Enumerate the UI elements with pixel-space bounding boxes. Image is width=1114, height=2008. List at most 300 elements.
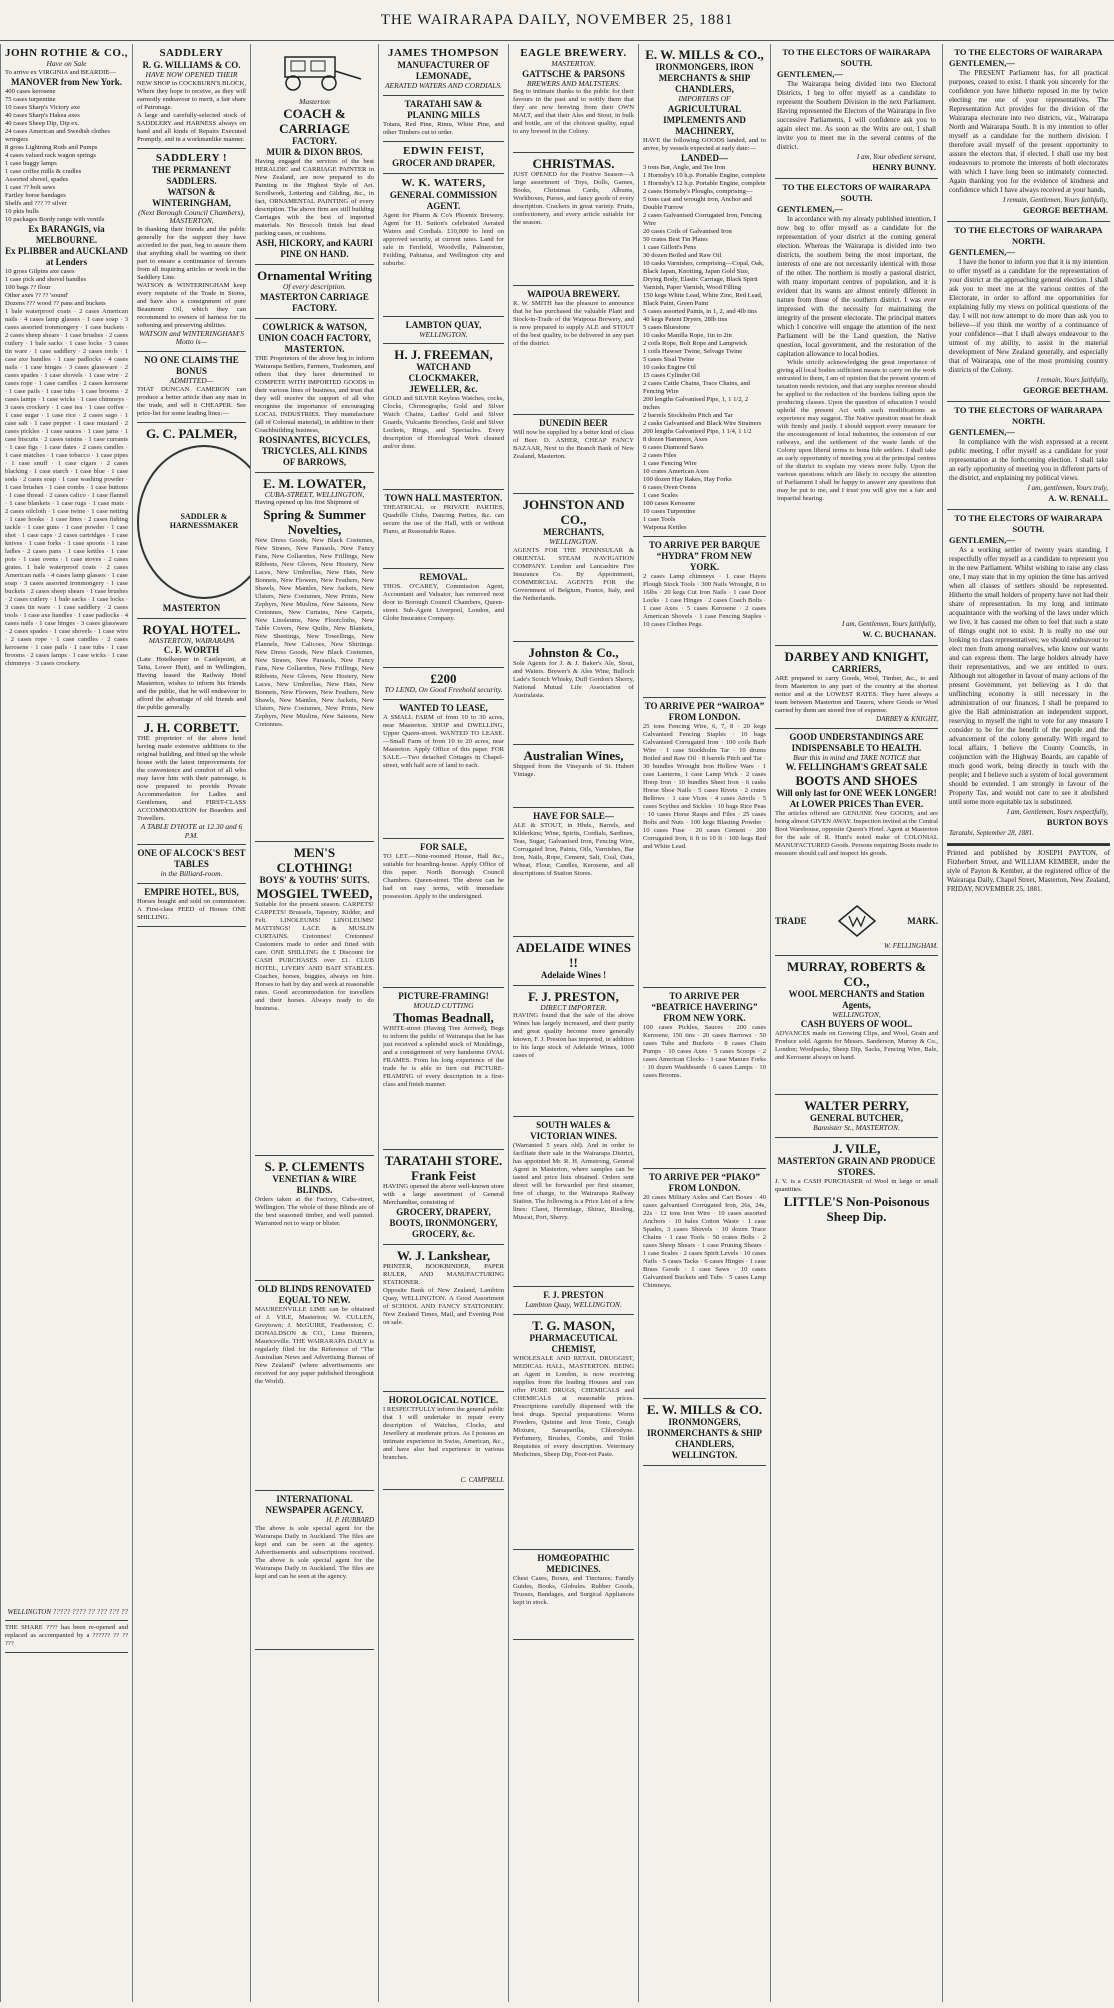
ad-title: W. K. WATERS, <box>401 176 486 189</box>
letter-close: I remain, Gentlemen, Yours faithfully, <box>1002 196 1108 204</box>
ad-head: LITTLE'S Non-Poisonous Sheep Dip. <box>783 1193 930 1224</box>
ad-signature: DARBEY & KNIGHT, <box>876 715 938 723</box>
letter-body: In accordance with my already published intention, I now beg to offer myself as a candidate for the representation of your district at the coming general election. Whereas the Wairarapa is divided into two districts, the southern being the most important, the interests of one are not necessarily identical with those of the other. The northern is mostly a pastoral district, with many important centres of population, and it is evident that its wants are almost entirely different in nature from those of the southern district. I was ever impressed with the necessity for maintaining the integrity of the present electorate. The principal matters which I conceive will engage the attention of the next Parliament will be the Land question, the Native question, local government, and the restoration of the capitation allowance to local bodies. <box>777 215 936 358</box>
trademark-icon <box>837 904 877 938</box>
ad-text: THAT DUNCAN CAMERON can produce a better article than any man in the trade, and sell it CHEAPER. See price-list for some leading lines:— <box>137 385 246 417</box>
filler-text: 100 cases Pickles, Sauces · 200 cases Kerosene, 150 tins · 20 cases Barrows · 50 cases Tubs and Buckets · 8 cases Chain Pumps · 10 cases Axes · 5 cases Scoops · 2 cases American Clocks · 1 case Manure Forks · 10 dozen Washboards · 6 cases Lamps · 10 cases Brooms. <box>643 1023 766 1079</box>
ad-address: (Next Borough Council Chambers), MASTERTON, <box>138 207 245 226</box>
letter-renall <box>947 402 1110 510</box>
list-item: 100 dozen Hay Rakes, Hay Forks <box>643 475 732 483</box>
letter-title: TO THE ELECTORS OF WAIRARAPA NORTH. <box>954 225 1103 246</box>
letter-body: The Wairarapa being divided into two Electoral Districts, I beg to offer myself as a candidate to represent the Southern Division in the next Parliament. Having represented the Electors of the Wairarapa in five successive Parliaments, I will confidence ask you to again elect me. As soon as the Writs are out, I shall invite you to meet me in the several centres of the district. <box>777 80 936 151</box>
list-item: 4 cases valued rack wagon springs <box>5 151 97 159</box>
filler-text: ALE & STOUT, in Hhds., Barrels, and Kilderkins; Wine, Spirits, Cordials, Sardines, Teas, Sugar, Galvanised Iron, Fencing Wire, Corrugated Iron, Paints, Oils, Varnishes, Bar Iron, Nails, Rope, Cement, Salt, Coal, Oats, Wheat, Flour, Candles, Kerosene, and all descriptions of Station Stores. <box>513 821 634 877</box>
ad-signature: W. FELLINGHAM. <box>884 942 938 951</box>
ad-title: SADDLERY ! <box>155 151 228 164</box>
ad-sub: MASTERTON GRAIN AND PRODUCE STORES. <box>777 1155 936 1177</box>
list-item: 100 bags ?? flour <box>5 283 51 291</box>
ad-title: TO ARRIVE PER “BEATRICE HAVERING” FROM NEW YORK. <box>651 990 758 1023</box>
ad-cowlrick <box>255 319 374 473</box>
ad-sub: Bear this in mind and TAKE NOTICE that <box>793 752 920 762</box>
ad-text: ASH, HICKORY, and KAURI PINE ON HAND. <box>255 238 374 260</box>
ad-title: EMPIRE HOTEL, BUS, <box>144 886 239 897</box>
ad-signature: WELLINGTON ????? ???? ?? ??? ??? ?? <box>7 1607 128 1616</box>
list-item: 2 cases Cattle Chains, Trace Chains, and Fencing Wire <box>643 379 750 395</box>
ad-sub: PRINTER, BOOKBINDER, PAPER RULER, AND MANUFACTURING STATIONER. <box>383 1263 504 1287</box>
ad-title: JOHN ROTHIE & CO., <box>5 47 128 59</box>
letter-salutation: GENTLEMEN,— <box>949 427 1015 437</box>
ad-firm: COWLRICK & WATSON, <box>262 321 367 332</box>
ad-adelaide-wines <box>513 937 634 986</box>
mark-label: MARK. <box>907 915 938 926</box>
oval-emblem <box>137 445 250 599</box>
filler-text: Shipped from the Vineyards of St. Hubert Vintage. <box>513 762 634 778</box>
ad-lend <box>383 668 504 700</box>
list-item: 75 cases turpentine <box>5 95 56 103</box>
letter-close: I remain, Yours faithfully, <box>1036 376 1108 384</box>
ad-title: S. P. CLEMENTS <box>264 1159 365 1175</box>
ad-title: F. J. PRESTON, <box>528 988 619 1004</box>
ad-title: REMOVAL. <box>419 572 468 583</box>
list-item: Dozens ??? wood ?? pans and buckets <box>5 299 106 307</box>
ad-title: G. C. PALMER, <box>145 425 238 441</box>
ad-title: F. J. PRESTON <box>543 1290 604 1301</box>
ad-place: Lambton Quay, WELLINGTON. <box>525 1300 622 1310</box>
ad-arrive-hydra <box>643 537 766 698</box>
ad-removal <box>383 569 504 668</box>
ad-rothie <box>5 44 128 1621</box>
letter-signature: HENRY BUNNY. <box>872 162 936 172</box>
filler-text: The articles offered are GENUINE New GOODS, and are being almost GIVEN AWAY. Inspection invited at the Central Boot Warehouse, opposite Queen's Hotel. Agent at Masterton for the sale of R. Hunt's noted make of COLONIAL MANUFACTURED Goods. Persons requiring Boots made to measure should call and inspect his goods. <box>775 810 938 858</box>
ad-eagle-brewery <box>513 44 634 153</box>
ad-wanted-lease <box>383 700 504 839</box>
ad-title: E. M. LOWATER, <box>263 475 366 491</box>
ad-notice <box>5 1621 128 1653</box>
list-item: 1 case Tools <box>643 515 676 523</box>
ad-sub: MANUFACTURER OF LEMONADE, <box>397 60 490 81</box>
ad-place: Bannister St., MASTERTON. <box>813 1123 900 1133</box>
list-item: 100 cases Kerosene <box>643 499 695 507</box>
ad-text: (Late Hotelkeeper in Castlepoint, at Taita, Lower Hutt), and in Wellington, Having leased the Railway Hotel Masterton, wishes to inform his friends and the public, that he will endeavour to afford the advantage of old friends and the public generally. <box>137 656 246 712</box>
list-item: 10 cases Turpentine <box>643 507 696 515</box>
letter-salutation: GENTLEMEN,— <box>949 535 1015 545</box>
ad-title: EAGLE BREWERY. <box>520 47 627 59</box>
ad-title: H. J. FREEMAN, <box>394 347 493 363</box>
filler-text: 25 tons Fencing Wire, 6, 7, 8 · 20 kegs Galvanised Fencing Staples · 10 bags Galvanised Corrugated Iron · 100 coils Barb Wire · 1 case Stockholm Tar · 10 drums Boiled and Raw Oil · 8 barrels Pitch and Tar · 30 bundles Wrought Iron Hollow Ware · 1 case Lanterns, 1 case Lamp Wick · 2 cases Hoop Iron · 10 bundles Sheet Iron · 6 casks Horse Shoe Nails · 5 cases Rivets · 2 crates Bellows · 1 case Vices · 4 cases Anvils · 5 cases Scythes and Sickles · 10 bags Rice Peas · 10 cases Horse Rasps and Files · 25 cases Bolts and Nuts · 100 kegs Blasting Powder · 10 cases Fuse · 20 cases Cement · 200 Corrugated Iron, 6 ft to 10 ft · 100 kegs Red and White Lead. <box>643 722 766 850</box>
ad-name: C. F. WORTH <box>163 645 220 656</box>
ad-signature: C. CAMPBELL <box>460 1476 504 1485</box>
ad-list: ROSINANTES, BICYCLES, TRICYCLES, ALL KINDS OF BARROWS, <box>258 434 371 467</box>
filler-text: 2 cases Lamp chimneys · 1 case Hayes Plough Stock Tools · 300 Nails Wrought, 8 to 16lbs · 20 kegs Cut Iron Nails · 1 case Door Locks · 1 case Hinges · 2 cases Coach Bolts · 1 case Axes · 5 cases Kerosene · 2 cases American Shovels · 1 case Fencing Staples · 10 cases Clothes Pegs. <box>643 572 766 628</box>
ad-title: E. W. MILLS & CO., <box>645 47 764 62</box>
list-item: 10 casks Engine Oil <box>643 363 696 371</box>
filler-text: Orders taken at the Factory, Cuba-street, Wellington. The whole of these Blinds are of the best seasoned timber, and well painted. Warranted not to warp or blister. <box>255 1196 374 1228</box>
column-6 <box>638 44 770 2002</box>
ad-sub: FACTORY. <box>292 136 337 147</box>
list-item: Shelfs and ??? ?? silver <box>5 199 67 207</box>
letter-signature: GEORGE BEETHAM. <box>1022 385 1108 395</box>
filler-text: Sole Agents for J. & J. Baker's Ale, Stout, and Waters. Brewer's & Ales Wine, Bulloch Lade's Scotch Whisky, Duff Gordon's Sherry, National Mutual Life Association of Australasia. <box>513 659 634 699</box>
masthead: THE WAIRARAPA DAILY, NOVEMBER 25, 1881 <box>0 0 1114 41</box>
ad-title: J. H. CORBETT. <box>143 720 240 736</box>
list-item: 1 case ?? bolt saws <box>5 183 56 191</box>
list-item: 40 cases Sheep Dip, Dip ex. <box>5 119 80 127</box>
ad-mills-footer <box>643 1399 766 1466</box>
ad-name: Frank Feist <box>411 1168 476 1184</box>
ad-taratahi-store <box>383 1150 504 1245</box>
ad-victorian-wines <box>513 1117 634 1287</box>
ad-title: GOOD UNDERSTANDINGS ARE INDISPENSABLE TO HEALTH. <box>789 731 924 753</box>
list-item: 10 cases Sharp's Victory axe <box>5 103 81 111</box>
ad-place: MASTERTON <box>162 602 221 613</box>
ad-title: DUNEDIN BEER <box>539 418 608 429</box>
ad-tag: CASH BUYERS OF WOOL. <box>800 1019 913 1030</box>
letter-close: I am, Your obedient servant, <box>856 153 936 161</box>
ad-palmer <box>137 423 246 619</box>
ad-newspaper-agency <box>255 1491 374 1650</box>
filler-text: HAVING found that the sale of the above Wines has largely increased, and their purity and great quality become more generally known, F. J. Preston has imported, in addition to his large stock of Adelaide Wines, 1000 cases of <box>513 1012 634 1060</box>
ad-title: MURRAY, ROBERTS & CO., <box>786 958 927 989</box>
filler-text: 1 bale waterproof coats · 2 cases American nails · 4 cases lamp glasses · 1 case soap · 3 cases assorted ironmongery · 1 case buckets · 2 cases sheep shears · 1 case brushes · 2 cases cutlery · 1 bale sacks · 1 case locks · 3 cases tin ware · 1 case saddlery · 2 cases tools · 1 case axe handles · 1 case padlocks · 4 cases nails · 1 case hinges · 3 cases glassware · 2 cases spades · 1 case shovels · 1 case wire · 2 cases rope · 1 case candles · 2 cases kerosene · 1 case pails · 1 case tubs · 1 case brooms · 2 cases lamps · 1 case wicks · 1 case chimneys · 3 cases crockery · 1 case tea · 1 case coffee · 1 case sugar · 1 case rice · 2 cases sago · 1 case salt · 1 case pepper · 1 case mustard · 2 cases pickles · 1 case sauces · 1 case jams · 1 case biscuits · 2 cases raisins · 1 case currants · 1 case figs · 1 case dates · 2 cases candles · 1 case matches · 1 case tobacco · 1 case pipes · 1 case snuff · 1 case cigars · 2 cases blacking · 1 case starch · 1 case blue · 1 case soda · 2 cases soap · 1 case washing powder · 1 case brushes · 1 case combs · 1 case buttons · 1 case thread · 2 cases calico · 1 case flannel · 1 case blankets · 1 case rugs · 1 case mats · 2 cases oilcloth · 1 case twine · 1 case netting · 1 case hooks · 1 case lines · 2 cases fishing tackle · 1 case guns · 1 case powder · 1 case shot · 1 case caps · 2 cases cartridges · 1 case knives · 1 case forks · 1 case spoons · 1 case ladles · 2 cases pans · 1 case kettles · 1 case pots · 1 case ovens · 1 case stoves · 2 cases grates. 1 bale waterproof coats · 2 cases American nails · 4 cases lamp glasses · 1 case soap · 3 cases assorted ironmongery · 1 case buckets · 2 cases sheep shears · 1 case brushes · 2 cases cutlery · 1 bale sacks · 1 case locks · 3 cases tin ware · 1 case saddlery · 2 cases tools · 1 case axe handles · 1 case padlocks · 4 cases nails · 1 case hinges · 3 cases glassware · 2 cases spades · 1 case shovels · 1 case wire · 2 cases rope · 1 case candles · 2 cases kerosene · 1 case pails · 1 case tubs · 1 case brooms · 2 cases lamps · 1 case wicks · 1 case chimneys · 3 cases crockery. <box>5 307 128 667</box>
ad-lankshear <box>383 1245 504 1392</box>
ad-williams <box>137 44 246 149</box>
ad-title: JAMES THOMPSON <box>387 47 499 59</box>
letter-boys <box>947 510 1110 844</box>
filler-text: While strictly acknowledging the great importance of giving all local bodies sufficient means to carry on the work entrusted to them, I am of opinion that the present system of taxation needs revision, and that any surplus revenue should be applied to the reduction of the burdens falling upon the producing classes. Upon the question of education I would uphold the present Act with such modifications as experience may suggest. The Native question must be dealt with firmly and justly. I should support every measure for the encouragement of local industries, the extension of our railways, and the settlement of the waste lands of the Colony upon liberal terms to bona fide settlers. I shall take an early opportunity of meeting you at the principal centres of the district to explain my views more fully. Upon the various questions which are likely to occupy the attention of Parliament I shall be happy to answer any questions that may be put to me, and I trust you will give me a fair and impartial hearing. <box>777 359 936 502</box>
letter-beetham-1 <box>947 44 1110 222</box>
ad-brand: MOSGIEL TWEED, <box>256 886 373 902</box>
ad-sub: WOOL MERCHANTS and Station Agents, <box>788 988 925 1010</box>
filler-text: THEATRICAL or PRIVATE PARTIES, Quadrille Clubs, Dancing Parties, &c. can secure the use of the Hall, with or without Piano, at Reasonable Rates. <box>383 504 504 536</box>
ad-name: WATSON & WINTERINGHAM, <box>152 186 231 208</box>
ad-list: GROCERY, DRAPERY, BOOTS, IRONMONGERY, GROCERY, &c. <box>389 1207 498 1240</box>
filler-text: WHOLESALE AND RETAIL DRUGGIST, MEDICAL HALL, MASTERTON. BEING an Agent in London, is now receiving supplies from the leading Houses and can offer PURE DRUGS, CHEMICALS and CHEMICALS at reasonable prices. Prescriptions carefully dispensed with the best drugs. Special preparations: Worm Powders, Quinine and Iron Tonic, Cough Mixture, Sarsaparilla, Chlorodyne. Perfumery, Brushes, Combs, and Toilet Requisites of every description. Veterinary Medicines, Sheep Dip, Foot-rot Paste. <box>513 1354 634 1458</box>
ad-title: CHRISTMAS. <box>532 156 615 172</box>
ad-christmas <box>513 153 634 286</box>
ad-sub: HAVE NOW OPENED THEIR <box>145 70 238 79</box>
ad-empire <box>137 884 246 927</box>
ad-title: TO ARRIVE PER BARQUE “HYDRA” FROM NEW YORK. <box>648 539 761 572</box>
list-item: 10 casks Manilla Rope, 1in to 2in <box>643 331 732 339</box>
ad-sub: Of every description. <box>282 282 347 292</box>
list-item: 400 cases kerosene <box>5 87 56 95</box>
list-item: 24 cases American and Swedish clothes wringers <box>5 127 110 143</box>
ad-sub: MERCHANTS, <box>543 527 604 538</box>
ad-line: To arrive ex VIRGINIA and BEARDIE— <box>5 68 116 76</box>
list-item: 5 tons cast and wrought iron, Anchor and Double Furrow <box>643 195 752 211</box>
ad-title: TARATAHI SAW & PLANING MILLS <box>404 98 483 120</box>
trademark-row <box>775 900 938 942</box>
list-item: 2 cases Hornsby's Ploughs, comprising— <box>643 187 753 195</box>
letter-close: I am, Gentlemen, Yours faithfully, <box>841 620 936 628</box>
letter-signature: A. W. RENALL. <box>1048 493 1108 503</box>
ad-royal-hotel <box>137 619 246 718</box>
ad-title: SADDLERY <box>159 47 224 59</box>
list-item: 8 gross Lightning Rods and Pumps <box>5 143 98 151</box>
ad-text: AERATED WATERS AND CORDIALS. <box>384 81 503 90</box>
column-3 <box>250 44 378 2002</box>
ad-sub: in the Billiard-room. <box>160 869 223 879</box>
ad-place: CUBA-STREET, WELLINGTON, <box>264 489 365 499</box>
ad-title: E. W. MILLS & CO. <box>646 1401 763 1417</box>
letter-title: TO THE ELECTORS OF WAIRARAPA NORTH. <box>954 405 1103 426</box>
ad-sub: LANDED— <box>680 152 728 163</box>
ad-title: SOUTH WALES & VICTORIAN WINES. <box>530 1120 617 1142</box>
ad-preston <box>513 986 634 1118</box>
ad-firm: R. G. WILLIAMS & CO. <box>142 60 241 70</box>
item-list <box>643 164 766 532</box>
ad-title: HOMŒOPATHIC MEDICINES. <box>537 1552 610 1574</box>
list-item: 2 coils Rope, Bolt Rope and Lampwick <box>643 339 748 347</box>
list-item: 2 barrels Stockholm Pitch and Tar <box>643 411 733 419</box>
ad-sub: GENERAL COMMISSION AGENT. <box>389 189 498 211</box>
list-item: 40 kegs Patent Dryers, 28lb tins <box>643 315 728 323</box>
ad-sub: GENERAL BUTCHER, <box>809 1113 904 1124</box>
ad-sub: IRONMONGERS, IRON MERCHANTS & SHIP CHANDLERS, <box>655 62 754 94</box>
ad-text: THE Proprietors of the above beg to inform Wairarapa Settlers, Farmers, Tradesmen, and others that they have determined to COMPETE WITH IMPORTED GOODS in their various lines of business, and trust that they will receive the support of all who recognise the importance of encouraging LOCAL INDUSTRIES. They manufacture (all of Colonial material), in addition to their Coachbuilding business, <box>255 354 374 434</box>
list-item: 200 lengths Galvanised Pipe, 1 1/4, 1 1/2 <box>643 427 752 435</box>
ad-horological <box>383 1392 504 1490</box>
column-1 <box>0 44 132 2002</box>
ad-arrive-beatrice <box>643 988 766 1169</box>
printer-imprint: Printed and published by JOSEPH PAYTON, of Fitzherbert Street, and WILLIAM KEMBER, under the style of Payton & Kember, at the registered office of the Wairarapa Daily, Chapel Street, Masterton, New Zealand, FRIDAY, NOVEMBER 25, 1881. <box>947 844 1110 894</box>
column-8 <box>942 44 1114 2002</box>
ad-place: MASTERTON, WAIRARAPA <box>148 635 235 645</box>
ad-sub: MOULD CUTTING <box>413 1000 474 1010</box>
list-item: 5 cases assorted Paints, in 1, 2, and 4lb tins <box>643 307 757 315</box>
ad-text: In thanking their friends and the public generally for the support they have accorded to the past, beg to assure them that anything shall be wanting on their part to ensure a continuance of favours from all inquiring articles or work in the Saddlery Line. <box>137 225 246 281</box>
ad-tag: IMPORTERS OF <box>678 94 731 103</box>
ad-sub: WATCH AND CLOCKMAKER, JEWELLER, &c. <box>408 362 479 395</box>
ad-feist <box>383 142 504 174</box>
item-list <box>5 268 128 308</box>
ad-text: Horses bought and sold on commission. A First-class FEED of Horses ONE SHILLING. <box>137 897 246 921</box>
ad-text: HAVE the following GOODS landed, and to arrive, by vessels expected at early date:— <box>643 136 766 152</box>
filler-text: The above is sole special agent for the Wairarapa Daily in Auckland. The files are kept and can be seen at the agency. Advertisements and subscriptions received. The above is sole special agent for the Wairarapa Daily in Auckland. The files are kept and can be seen at the agency. <box>255 1524 374 1580</box>
ad-text: Having engaged the services of the best HERALDIC and CARRIAGE PAINTER in New Zealand, are now prepared to do Painting in the Highest Style of Art. Scrollwork, Lettering and Gilding, &c., in fact, ORNAMENTAL PAINTING of every description. The above firm are still building Carriages with the best of imported materials. No Broccoli finish but dead packing cases, or cushions. <box>255 158 374 238</box>
letter-buchanan <box>775 179 938 646</box>
filler-text: Will now be supplied by a better kind of class of Beer. D. ASHER, CHEAP FANCY BAZAAR, Next to the Branch Bank of New Zealand, Masterton. <box>513 429 634 461</box>
emblem-text: SADDLER & HARNESSMAKER <box>169 511 239 530</box>
ad-mills <box>643 44 766 537</box>
list-item: Fartley horse bandages <box>5 191 66 199</box>
filler-text: WHITE-street (Having Tree Arrived), Begs to inform the public of Wairarapa that he has just received a splendid stock of Mouldings, and a consignment of very handsome OVAL FRAMES. From his long experience of the trade he is able to turn out PICTURE-FRAMING of every description in a first-class and finish manner. <box>383 1025 504 1089</box>
ad-title: TOWN HALL MASTERTON. <box>384 493 503 504</box>
ad-clothing <box>255 842 374 1156</box>
letter-title: TO THE ELECTORS OF WAIRARAPA <box>954 47 1103 57</box>
ad-sub: IRONMONGERS, IRONMERCHANTS & SHIP CHANDLERS, WELLINGTON. <box>646 1416 762 1460</box>
list-item: 10 crates American Axes <box>643 467 709 475</box>
letter-signature: W. C. BUCHANAN. <box>862 629 936 639</box>
ad-motto: WATSON and WINTERINGHAM'S Motto is— <box>139 328 244 347</box>
ad-head: BOOTS AND SHOES <box>795 773 918 789</box>
letter-salutation: GENTLEMEN,— <box>777 204 843 214</box>
ad-title: WALTER PERRY, <box>804 1098 909 1114</box>
ad-place: WELLINGTON. <box>549 537 598 547</box>
list-item: 10 packages Bordy range with ventils <box>5 215 105 223</box>
column-7 <box>770 44 942 2002</box>
ad-text: Having opened up his first Shipment of <box>255 499 360 507</box>
column-4 <box>378 44 508 2002</box>
ad-old-blinds <box>255 1281 374 1491</box>
letter-beetham-2 <box>947 222 1110 402</box>
ad-muir-dixon <box>255 44 374 265</box>
ad-johnston <box>513 494 634 642</box>
ad-name: MASTERTON CARRIAGE FACTORY. <box>260 291 369 313</box>
ad-alcock <box>137 845 246 884</box>
list-item: 15 cases Cylinder Oil <box>643 371 700 379</box>
filler-text: Beg to intimate thanks to the public for their favours in the past and to notify them that they are now brewing from their OWN MALT, and that their Ales and Stout, in bulk and bottle, are of the choicest quality, equal to any brewed in the Colony. <box>513 88 634 136</box>
ad-head: AGRICULTURAL IMPLEMENTS AND MACHINERY, <box>663 103 746 136</box>
ad-firm: GATTSCHE & PARSONS <box>522 68 625 79</box>
ad-for-sale <box>383 839 504 988</box>
letter-title: TO THE ELECTORS OF WAIRARAPA SOUTH. <box>782 47 931 68</box>
ad-text: BREWERS AND MALTSTERS. <box>526 78 621 88</box>
ad-picture-framing <box>383 988 504 1151</box>
list-item: 1 case buggy lamps <box>5 159 57 167</box>
list-item: 1 Hornsby's 12 h.p. Portable Engine, complete <box>643 179 766 187</box>
filler-text: Chest Cases, Boxes, and Tinctures; Family Guides, Books, Globules. Rubber Goods, Trusses, Bandages, and Surgical Appliances kept in stock. <box>513 1574 634 1606</box>
ad-title: DARBEY AND KNIGHT, <box>784 649 929 664</box>
ad-sub: ADMITTED— <box>169 375 214 385</box>
ad-tag: J. V. is a CASH PURCHASER of Wool in large or small quantities. <box>775 1177 938 1193</box>
ad-title: COACH & CARRIAGE <box>279 106 350 137</box>
ad-title: Australian Wines, <box>523 747 624 763</box>
letter-title: TO THE ELECTORS OF WAIRARAPA SOUTH. <box>782 182 931 203</box>
ad-title: J. VILE, <box>832 1140 881 1156</box>
ad-thompson <box>383 44 504 96</box>
letter-date: Taratahi, September 28, 1881. <box>949 829 1034 837</box>
list-item: 3 tons Bar, Angle, and Tee Iron <box>643 163 726 171</box>
ad-freeman <box>383 344 504 490</box>
ad-waipoua-brewery <box>513 286 634 415</box>
list-item: 40 cases Sharp's Hakea axes <box>5 111 80 119</box>
shipment-head: Ex PLIBBER and AUCKLAND at Lenders <box>5 245 128 267</box>
list-item: Assorted shovel, spades <box>5 175 69 183</box>
ad-sub: CARRIERS, <box>831 664 882 674</box>
ad-title: INTERNATIONAL NEWSPAPER AGENCY. <box>265 1494 364 1516</box>
ad-taratahi-mills <box>383 96 504 142</box>
ad-arrive-wairoa <box>643 698 766 988</box>
ad-sub: Have on Sale <box>46 59 87 68</box>
list-item: 10 casks Varnishes, comprising—Copal, Oak, Black Japan, Knotting, Japan Gold Size, Drying Body, Elastic Carriage, Black Spirit Varnish, Paper Varnish, Wood Filling <box>643 259 764 291</box>
filler-text: THOS. O'CAREY, Commission Agent, Accountant and Valuator, has removed next door to Borough Council Chambers, Queen-street. Sub-Agent Liverpool, London, and Globe Insurance Company. <box>383 583 504 623</box>
list-item: 1 case pick and shovel handles <box>5 275 87 283</box>
letter-salutation: GENTLEMEN,— <box>777 69 843 79</box>
ad-preston-2 <box>513 1287 634 1315</box>
ad-australian-wines <box>513 745 634 808</box>
ad-title: HOROLOGICAL NOTICE. <box>388 1395 499 1406</box>
ad-text: ARE prepared to carry Goods, Wool, Timber, &c., to and from Masterton to any part of the country at the shortest notice and at the LOWEST RATES. They have always a team between Masterton and Taueru, where Goods or Wool carried by them are stored free of expense. <box>775 675 938 714</box>
ad-title: UNION COACH FACTORY, MASTERTON. <box>258 332 371 354</box>
ad-title: MEN'S CLOTHING! <box>276 845 353 876</box>
list-item: Other axes ?? ?? 'sound' <box>5 291 69 299</box>
ad-title: ADELAIDE WINES !! <box>516 939 631 970</box>
ad-title: WANTED TO LEASE, <box>399 702 488 713</box>
list-item: 20 cases Coils of Galvanised Iron <box>643 227 732 235</box>
ad-title: PICTURE-FRAMING! <box>398 990 489 1001</box>
filler-text: 20 cases Military Axles and Cart Boxes · 40 cases galvanised Corrugated Iron, 26s, 24s, 22s · 12 tons Iron Wire · 10 cases assorted Anchors · 10 bales Cotton Waste · 1 case Spades, 3 cases Shovels · 10 dozen Trace Chains · 1 case Tools · 50 crates Bolts · 2 cases Sheep Shears · 1 case Pruning Shears · 1 case Scales · 2 cases Spirit Levels · 10 cases Nails · 5 cases Tacks · 6 cases Hinges · 1 case Brass Goods · 1 case Saws · 10 cases Galvanised Buckets and Tubs · 5 cases Lamp Chimneys. <box>643 1193 766 1289</box>
ad-mason <box>513 1315 634 1550</box>
list-item: 1 case Gillott's Pens <box>643 243 697 251</box>
ad-title: FOR SALE, <box>419 841 467 852</box>
filler-text: Agent for Pharm & Co's Phoenix Brewery. Agent for H. Sutton's celebrated Aerated Waters and Cordials. £10,000 to lend on approved security, at current rates. Land for sale in Fenfield, Woodville, Palmerston, Feilding, Pahiatua, and Wellington city and suburbs. <box>383 211 504 267</box>
ad-town-hall <box>383 490 504 569</box>
letter-signature: GEORGE BEETHAM. <box>1022 205 1108 215</box>
ad-homoeopathic <box>513 1550 634 1640</box>
filler-text: TO LET.—Nine-roomed House, Hall &c., suitable for boarding-house. Apply Office of this paper. North Borough Council Chambers. Queen-street. The above can be had on easy terms, with immediate possession. Apply to the undersigned. <box>383 852 504 900</box>
ad-text: TO LEND, On Good Freehold security. <box>384 685 503 695</box>
ad-title: Johnston & Co., <box>528 644 619 660</box>
ad-waters <box>383 174 504 317</box>
ad-title: EDWIN FEIST, <box>403 144 484 157</box>
list-item: 1 case Fencing Wire <box>643 459 697 467</box>
ad-line: MANOVER from New York. <box>11 76 122 87</box>
ad-lambton <box>383 317 504 345</box>
list-item: 1 case coffee mills & cradles <box>5 167 82 175</box>
ad-sub: WELLINGTON. <box>419 329 468 339</box>
ad-title: £200 <box>430 671 457 687</box>
filler-text: ADVANCES made on Growing Clips, and Wool, Grain and Produce sold. Agents for Messrs. Sanderson, Murray & Co., London; Woolpacks, Sheep Dip, Sacks, Fencing Wire, Bale, and Kerosene always on hand. <box>775 1030 938 1062</box>
list-item: 5 cases Sisal Twine <box>643 355 695 363</box>
list-item: 10 gross Gilpins axe cases <box>5 267 75 275</box>
ad-sub: VENETIAN & WIRE BLINDS. <box>272 1174 357 1196</box>
letter-salutation: GENTLEMEN,— <box>949 58 1015 68</box>
filler-text: MAUREENVILLE LIME can be obtained of J. VILE, Masterton; W. CULLEN, Greytown; J. McGUIRE, Featherston; C. DONALDSON & CO., Lime Burners, Mauriceville. THE WAIRARAPA DAILY is regularly filed for the Reference of "The Australian News and Advertising Bureau of New Zealand" (where advertisements are received for any paper published throughout the World). <box>255 1306 374 1386</box>
ad-title: ONE OF ALCOCK'S BEST TABLES <box>137 848 246 870</box>
ad-tag: A TABLE D'HOTE at 12.30 and 6 P.M. <box>140 822 243 840</box>
coach-illustration <box>265 51 365 91</box>
ad-firm: MUIR & DIXON BROS. <box>266 147 363 158</box>
ad-title: HAVE FOR SALE— <box>533 810 614 821</box>
list-item: 8 dozen Hammers, Axes <box>643 435 708 443</box>
ad-title: LAMBTON QUAY, <box>405 319 482 330</box>
ad-title: WAIPOUA BREWERY. <box>527 289 620 300</box>
ad-text: NEW SHOP in COCKBURN'S BLOCK, Where they hope to receive, as they will earnestly endeavour to merit, a fair share of Patronage. <box>137 79 246 111</box>
ad-text: THE proprietor of the above hotel having made extensive additions to the original building, and fitted up the whole house with the latest improvements for the convenience and comfort of all who may favor him with their patronage, is now prepared to provide Private Accommodation for Ladies and Gentlemen, and FIRST-CLASS ACCOMMODATION for Boarders and Travellers. <box>137 735 246 823</box>
list-item: 2 casks Galvanised and Black Wire Strainers <box>643 419 762 427</box>
column-2 <box>132 44 250 2002</box>
ad-name: W. FELLINGHAM'S GREAT SALE <box>785 762 928 773</box>
ad-title: Ornamental Writing <box>257 268 372 284</box>
ad-arrive-piako <box>643 1169 766 1399</box>
filler-text: JUST OPENED for the Festive Season—A large assortment of Toys, Dolls, Games, Books, Christmas Cards, Albums, Workboxes, Purses, and fancy goods of every description. Crackers in great variety. Fruits, confectionery, and every article suitable for the season. <box>513 171 634 227</box>
letter-title: TO THE ELECTORS OF WAIRARAPA SOUTH. <box>954 513 1103 534</box>
ad-have-for-sale <box>513 808 634 937</box>
letter-bunny <box>775 44 938 179</box>
letter-close: I am, gentlemen, Yours truly, <box>1027 484 1108 492</box>
ad-clements <box>255 1156 374 1281</box>
ad-title: W. J. Lankshear, <box>396 1248 491 1264</box>
ad-text: A large and carefully-selected stock of SADDLERY and HARNESS always on hand and all kinds of Repairs Executed Promptly, and in a workmanlike manner. <box>137 111 246 143</box>
list-item: 1 coils Hawser Twine, Selvage Twine <box>643 347 743 355</box>
filler-text: AGENTS FOR THE PENINSULAR & ORIENTAL STEAM NAVIGATION COMPANY. London and Lancashire Fire Insurance Co. By Appointment, COMMERCIAL AGENTS FOR the Government of Belgium, France, Italy, and the Netherlands. <box>513 546 634 602</box>
ad-title: TARATAHI STORE. <box>384 1153 503 1169</box>
ad-watson <box>137 149 246 352</box>
column-5 <box>508 44 638 2002</box>
filler-text: I RESPECTFULLY inform the general public that I will undertake to repair every description of Watches, Clocks, and Jewellery at moderate prices. As I possess an intimate experience in Swiss, American, &c., and have also had experience in various branches. <box>383 1406 504 1462</box>
ad-johnston-2 <box>513 642 634 745</box>
ad-signature: H. P. HUBBARD <box>326 1516 374 1525</box>
filler-text: (Warranted 5 years old). And in order to facilitate their sale in the Wairarapa District, has appointed Mr. R. H. Armstrong, General Agent in Masterton, where samples can be tasted and price lists obtained. Orders sent direct will be forwarded per first steamer, free of charge, to the Wairarapa Railway Station. The following is a Price List of a few lines: Claret, Hermitage, Shiraz, Riesling, Muscat, Port, Sherry. <box>513 1142 634 1222</box>
ad-firm: THE PERMANENT SADDLERS. <box>151 164 232 186</box>
ad-fellingham <box>775 729 938 956</box>
ad-murray-roberts <box>775 956 938 1096</box>
list-item: 1 case Scales <box>643 491 678 499</box>
ad-vile <box>775 1138 938 1228</box>
letter-body: In compliance with the wish expressed at a recent public meeting, I offer myself as a candidate for your representation at the forthcoming election. I shall take an early opportunity of meeting you in different parts of the district, and explaining my political views. <box>949 438 1108 482</box>
filler-text: New Dress Goods, New Black Costumes, New Straws, New Parasols, New Fancy Fans, New Collarettes, New Frillings, New Ribbons, New Gloves, New Hosiery, New Laces, New Umbrellas, New Hats, New Bonnets, New Flowers, New Feathers, New Shawls, New Mantles, New Jackets, New Ulsters, New Costumes, New Prints, New Zephyrs, New Muslins, New Sateens, New Cretonnes, New Curtains, New Carpets, New Linoleums, New Floorcloths, New Table Covers, New Quilts, New Blankets, New Sheetings, New Towellings, New Flannels, New Calicoes, New Shirtings. New Dress Goods, New Black Costumes, New Straws, New Parasols, New Fancy Fans, New Collarettes, New Frillings, New Ribbons, New Gloves, New Hosiery, New Laces, New Umbrellas, New Hats, New Bonnets, New Flowers, New Feathers, New Shawls, New Mantles, New Jackets, New Ulsters, New Costumes, New Prints, New Zephyrs, New Muslins, New Sateens, New Cretonnes. <box>255 537 374 729</box>
